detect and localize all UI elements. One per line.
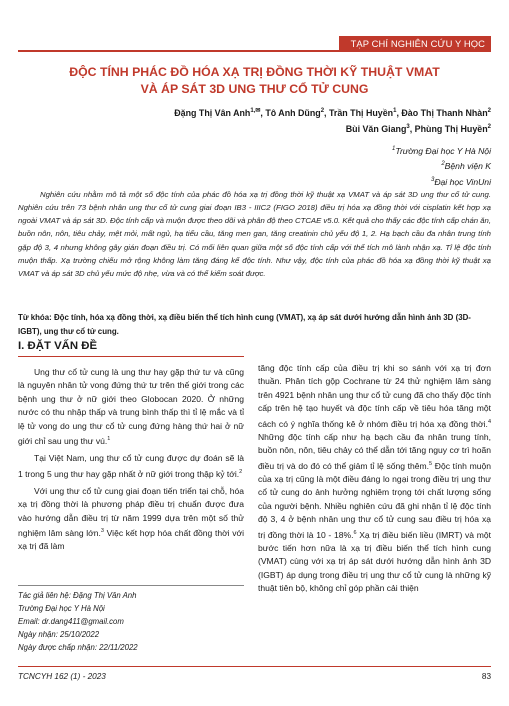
- keywords: Từ khóa: Độc tính, hóa xạ đồng thời, xạ điều biến thể tích hình cung (VMAT), xạ áp sát dưới hướng dẫn hình ảnh 3D (3D-IGBT), ung thư cổ tử cung.: [18, 313, 471, 336]
- received-date: Ngày nhận: 25/10/2022: [18, 629, 100, 639]
- body-text: Với ung thư cổ tử cung giai đoạn tiến triển tại chỗ, hóa xạ trị đồng thời là phương pháp điều trị chuẩn được đưa vào hướng dẫn điều trị từ năm 1999 dựa trên một số thử nghiệm lâm sàng lớn.: [18, 485, 244, 538]
- affiliation-sup: 3: [430, 176, 435, 183]
- contact-info: [18, 585, 244, 655]
- body-column-right: [258, 362, 491, 595]
- author-line-1: [71, 104, 491, 120]
- article-title-line-1: ĐỘC TÍNH PHÁC ĐỒ HÓA XẠ TRỊ ĐỒNG THỜI KỸ THUẬT VMAT: [69, 65, 440, 79]
- contact-email: Email: dr.dang411@gmail.com: [18, 616, 124, 626]
- body-text: Ung thư cổ tử cung là ung thư hay gặp thứ tư và cũng là nguyên nhân tử vong đứng thứ tư trên thế giới trong các bệnh ung thư ở nữ giới theo Globocan 2020. Ở những nước có thu nhập thấp và trung bình thấp thì tỉ lệ mắc và tỉ lệ tử vong do ung thư cổ tử cung đứng hàng thứ hai ở nữ giới chỉ sau ung thư vú.: [18, 367, 244, 446]
- footer-issue: TCNCYH 162 (1) - 2023: [18, 672, 106, 681]
- author-list: [71, 104, 491, 136]
- article-title-line-2: VÀ ÁP SÁT 3D UNG THƯ CỔ TỬ CUNG: [140, 82, 369, 96]
- affiliation-list: [191, 143, 491, 189]
- page-number: 83: [481, 672, 491, 681]
- affiliation-item: [191, 174, 491, 189]
- body-column-left: [18, 366, 244, 558]
- body-paragraph: [18, 485, 244, 554]
- body-paragraph: [18, 452, 244, 481]
- author-affil-sup: 2: [487, 108, 491, 114]
- citation-ref: 5: [429, 460, 433, 467]
- journal-name-tab: TẠP CHÍ NGHIÊN CỨU Y HỌC: [339, 36, 491, 52]
- body-text: Những độc tính cấp như hạ bạch cầu đa nhân trung tính, buồn nôn, nôn, tiêu chảy có thể dẫn tới tăng nguy cơ trì hoãn điều trị và do đó có thể giảm tỉ lệ sống thêm.: [258, 431, 491, 471]
- body-text: Tại Việt Nam, ung thư cổ tử cung được dự đoán sẽ là 1 trong 5 ung thư hay gặp nhất ở nữ giới trong thập kỷ tới.: [18, 453, 244, 479]
- citation-ref: 6: [353, 529, 357, 536]
- author-name: Đặng Thị Vân Anh: [174, 107, 251, 118]
- citation-ref: 2: [239, 468, 243, 475]
- affiliation-text: Bệnh viện K: [444, 161, 491, 172]
- affiliation-sup: 1: [391, 146, 396, 152]
- section-heading-rule: [18, 356, 244, 357]
- affiliation-item: [191, 143, 491, 158]
- author-name: , Tô Anh Dũng: [260, 107, 321, 118]
- author-name: , Đào Thị Thanh Nhàn: [396, 107, 488, 118]
- author-name: , Trần Thị Huyền: [324, 107, 394, 118]
- body-text: Xạ trị điều biến liều (IMRT) và một bước tiến hơn nữa là xạ trị điều biến thể tích hình cung (VMAT) cùng với xạ trị áp sát dưới hướng dẫn hình ảnh 3D (IGBT) áp dụng trong điều trị ung thư cổ tử cung là những kỹ thuật tiên bộ, không chỉ góp phần cải thiện: [258, 529, 491, 594]
- contact-author: Tác giả liên hệ: Đặng Thị Vân Anh: [18, 591, 137, 600]
- section-heading: I. ĐẶT VẤN ĐỀ: [18, 340, 98, 352]
- accepted-date: Ngày được chấp nhận: 22/11/2022: [18, 642, 138, 652]
- body-text: Độc tính muộn của xạ trị cũng là một điều đáng lo ngại trong điều trị ung thư cổ tử cung do ảnh hưởng nghiêm trọng tới chất lượng sống của người bệnh. Nhiều nghiên cứu đã ghi nhận tỉ lệ độc tính độ 3, 4 ở bệnh nhân ung thư cổ tử cung sau điều trị hóa xạ trị đồng thời là 10 - 18%.: [258, 460, 491, 540]
- citation-ref: 1: [107, 436, 111, 443]
- author-affil-sup: 2: [320, 108, 325, 114]
- article-title: [18, 64, 491, 98]
- body-text: tăng độc tính cấp của điều trị khi so sánh với xạ trị đơn thuần. Phân tích gộp Cochrane từ 24 thử nghiệm lâm sàng trên 4921 bệnh nhân ung thư cổ tử cung đã cho thấy độc tính cấp trên hệ tạo huyết và độc tính cấp về tiêu hóa tăng một cách có ý nghĩa thống kê ở nhóm điều trị hóa xạ đồng thời.: [258, 363, 491, 429]
- author-affil-sup: 3: [406, 123, 410, 130]
- affiliation-text: Trường Đại học Y Hà Nội: [395, 145, 491, 156]
- abstract: Nghiên cứu nhằm mô tả một số độc tính của phác đồ hóa xạ trị đồng thời kỹ thuật xạ VMAT và áp sát 3D ung thư cổ tử cung. Nghiên cứu trên 73 bệnh nhân ung thư cổ tử cung giai đoạn IB3 - IIIC2 (FIGO 2018) điều trị hóa xạ đồng thời với cisplatin kết hợp xạ ngoài VMAT và áp sát 3D. Độc tính cấp và muộn được theo dõi và phân độ theo CTCAE v5.0. Kết quả cho thấy các độc tính cấp chán ăn, buồn nôn, nôn, tiêu chảy, mệt mỏi, mất ngủ, hạ tiểu cầu, tăng men gan, tăng creatinin chủ yếu độ 1, 2. Hạ bạch cầu đa nhân trung tính gặp độ 3, 4 nhưng không gây gián đoạn điều trị. Có mối liên quan giữa một số độc tính cấp với thể tích mô lành nhận xạ. Tỉ lệ độc tính muộn thấp. Xạ trường chiếu mở rộng không làm tăng đáng kể độc tính. Như vậy, độc tính của phác đồ hóa xạ đồng thời kỹ thuật xạ VMAT và áp sát 3D chủ yếu mức độ nhẹ, vừa và có thể kiểm soát được.: [18, 190, 492, 278]
- journal-header: [18, 36, 491, 52]
- corresponding-author-icon: ✉: [255, 108, 261, 114]
- author-affil-sup: 2: [487, 123, 491, 130]
- author-name: , Phùng Thị Huyền: [409, 123, 488, 134]
- citation-ref: 3: [100, 528, 104, 535]
- author-line-2: [71, 120, 491, 136]
- contact-org: Trường Đại học Y Hà Nội: [18, 603, 105, 613]
- author-affil-sup: 1,: [250, 108, 256, 114]
- affiliation-text: Đại học VinUni: [434, 176, 491, 187]
- affiliation-item: [191, 158, 491, 173]
- body-text: Việc kết hợp hóa chất đồng thời với xạ trị đã làm: [18, 528, 244, 552]
- affiliation-sup: 2: [441, 161, 445, 168]
- citation-ref: 4: [487, 418, 491, 425]
- footer-rule: [18, 666, 491, 667]
- body-paragraph: [18, 366, 244, 448]
- author-affil-sup: 1: [393, 108, 397, 114]
- author-name: Bùi Văn Giang: [345, 123, 407, 134]
